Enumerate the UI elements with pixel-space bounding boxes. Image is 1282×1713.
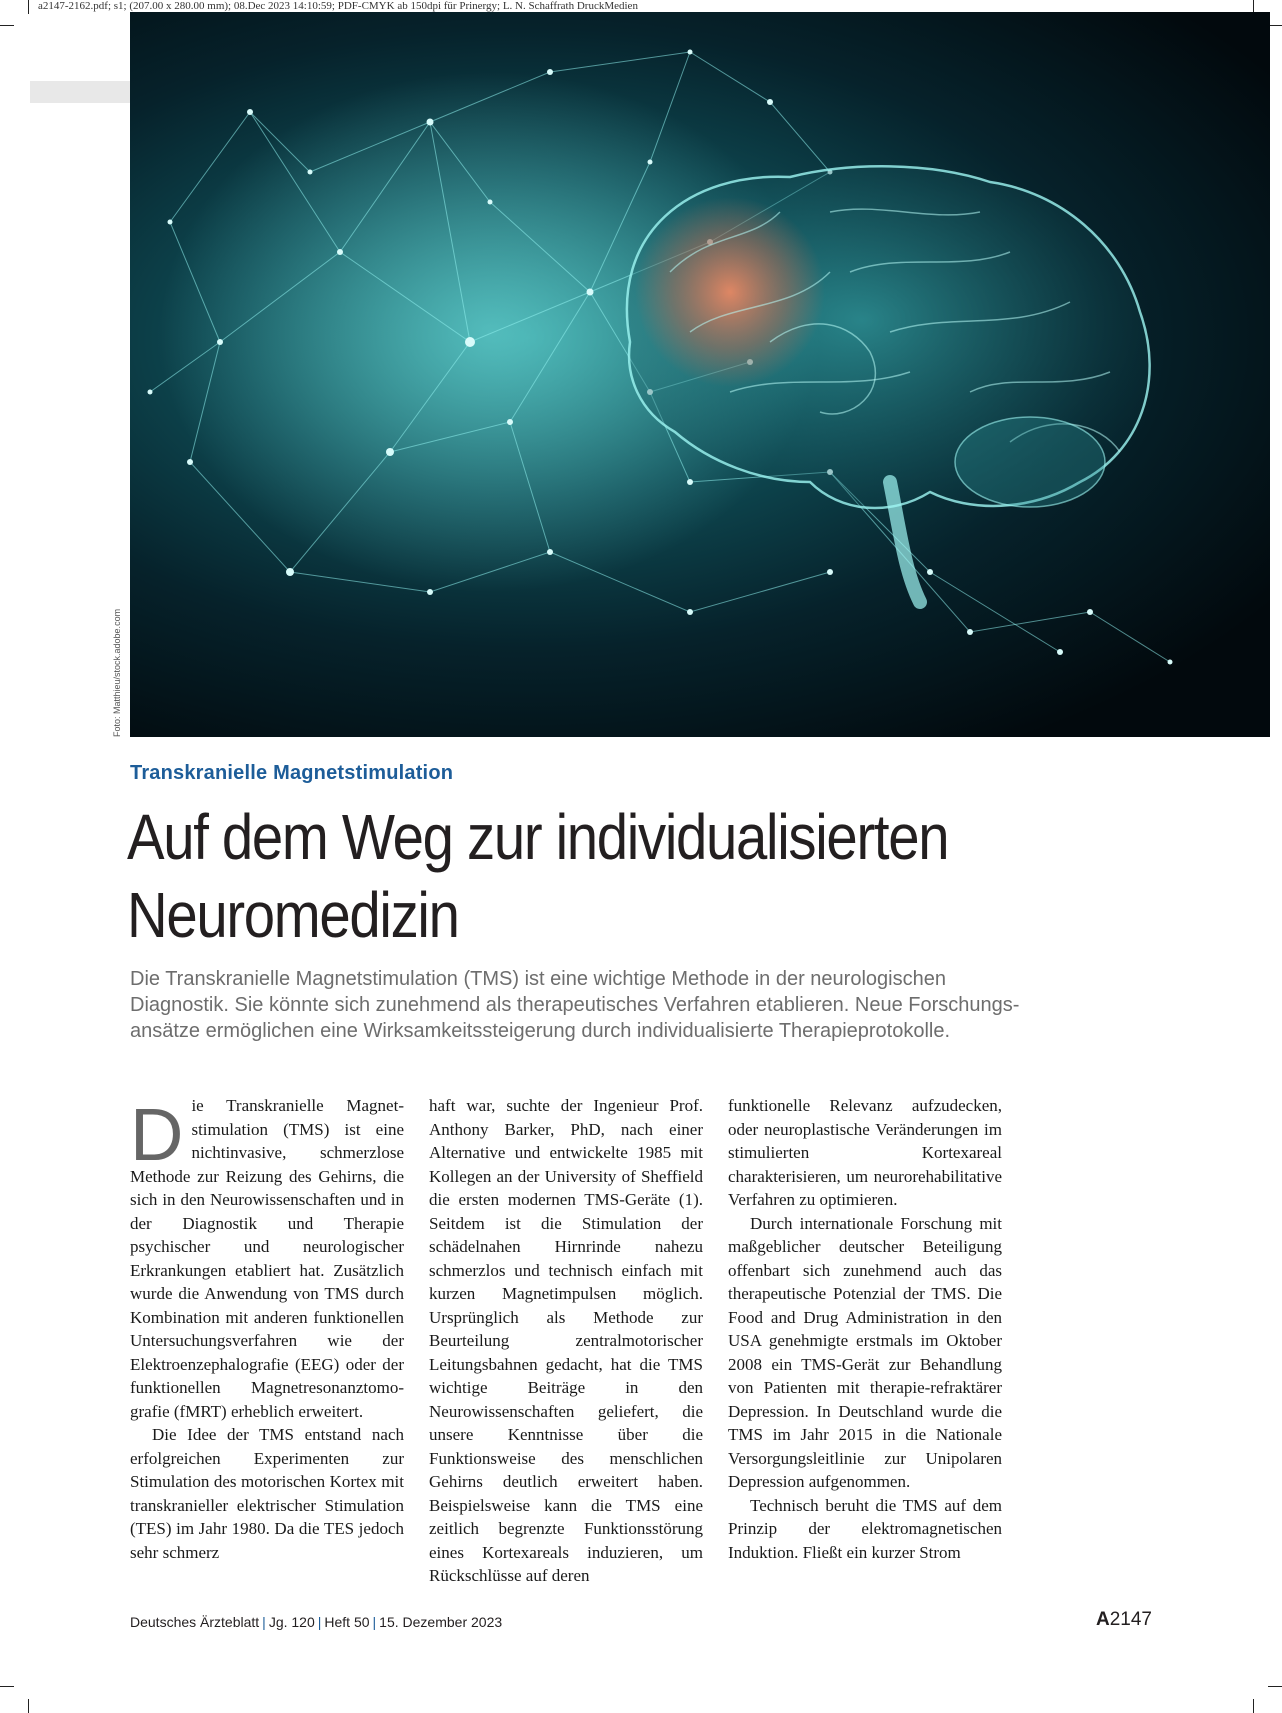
crop-mark bbox=[1268, 25, 1282, 26]
lead-line: ansätze ermöglichen eine Wirksamkeitssteigerung durch individualisierte Therapieprotokolle. bbox=[130, 1020, 951, 1042]
paragraph: haft war, suchte der Ingenieur Prof. Anthony Barker, PhD, nach einer Alternative und entwickelte 1985 mit Kollegen an der University of Sheffield die ersten modernen TMS-Geräte (1). Seitdem ist die Stimulation der schädelnahen Hirnrinde nahezu schmerzlos und technisch einfach mit kurzen Magnetimpulsen möglich. Ursprünglich als Methode zur Beurteilung zentralmotorischer Leitungsbahnen gedacht, hat die TMS wichtige Beiträge in den Neurowissenschaften geliefert, die unsere Kenntnisse über die Funktionsweise des menschlichen Gehirns deutlich erweitert haben. Beispielsweise kann die TMS eine zeitlich begrenzte Funktionsstörung eines Kortexareals induzieren, um Rückschlüsse auf deren bbox=[429, 1096, 703, 1585]
footer-separator: | bbox=[372, 1614, 377, 1630]
crop-mark bbox=[28, 1699, 29, 1713]
crop-mark bbox=[28, 0, 29, 14]
paragraph bbox=[130, 1094, 404, 1423]
title-line: Neuromedizin bbox=[127, 879, 459, 951]
text-column-2 bbox=[429, 1094, 703, 1588]
lead-line: Diagnostik. Sie könnte sich zunehmend als therapeutisches Verfahren etablieren. Neue Forschungs- bbox=[130, 994, 1020, 1016]
text-column-1 bbox=[130, 1094, 404, 1564]
page-footer bbox=[130, 1614, 502, 1630]
text-column-3 bbox=[728, 1094, 1002, 1564]
paragraph: Technisch beruht die TMS auf dem Prinzip der elektromagnetischen Induktion. Fließt ein kurzer Strom bbox=[728, 1495, 1002, 1562]
margin-gray-bar bbox=[30, 81, 130, 103]
page-number bbox=[1096, 1609, 1152, 1631]
crop-mark bbox=[0, 25, 14, 26]
print-info-line: a2147-2162.pdf; s1; (207.00 x 280.00 mm); 08.Dec 2023 14:10:59; PDF-CMYK ab 150dpi für Prinergy; L. N. Schaffrath DruckMedien bbox=[38, 0, 638, 12]
crop-mark bbox=[0, 1686, 14, 1687]
crop-mark bbox=[1253, 1699, 1254, 1713]
title-line: Auf dem Weg zur individualisierten bbox=[127, 801, 949, 873]
page-number-value: 2147 bbox=[1109, 1609, 1152, 1630]
journal-volume: Jg. 120 bbox=[268, 1614, 315, 1630]
article-kicker: Transkranielle Magnetstimulation bbox=[130, 762, 454, 784]
drop-cap: D bbox=[130, 1093, 184, 1176]
page-prefix: A bbox=[1095, 1609, 1110, 1630]
journal-name: Deutsches Ärzteblatt bbox=[130, 1614, 260, 1630]
journal-date: 15. Dezember 2023 bbox=[379, 1614, 503, 1630]
paragraph-text: ie Transkranielle Magnetstimulation (TMS) ist eine nichtinvasive, schmerzlose Methode zur Reizung des Gehirns, die sich in den Neurowissenschaften und in der Diagnostik und Therapie psychischer und neurologischer Erkrankungen etabliert hat. Zusätzlich wurde die Anwendung von TMS durch Kombination mit anderen funktionellen Untersuchungsverfahren wie der Elektroenzephalografie (EEG) oder der funktionellen Magnetresonanztomografie (fMRT) erheblich erweitert. bbox=[130, 1096, 404, 1421]
footer-separator: | bbox=[262, 1614, 266, 1630]
paragraph: Die Idee der TMS entstand nach erfolgreichen Experimenten zur Stimulation des motorischen Kortex mit transkranieller elektrischer Stimulation (TES) im Jahr 1980. Da die TES jedoch sehr schmerz bbox=[130, 1425, 404, 1562]
article-lead bbox=[130, 966, 1130, 1044]
photo-credit: Foto: Matthieu/stock.adobe.com bbox=[112, 608, 122, 737]
paragraph: funktionelle Relevanz aufzudecken, oder neuroplastische Veränderungen im stimulierten Kortexareal charakterisieren, um neurorehabilitative Verfahren zu optimieren. bbox=[728, 1096, 1002, 1209]
footer-separator: | bbox=[317, 1614, 322, 1630]
paragraph: Durch internationale Forschung mit maßgeblicher deutscher Beteiligung offenbart sich zunehmend auch das therapeutische Potenzial der TMS. Die Food and Drug Administration in den USA genehmigte erstmals im Oktober 2008 ein TMS-Gerät zur Behandlung von Patienten mit therapie-refraktärer Depression. In Deutschland wurde die TMS im Jahr 2015 in die Nationale Versorgungsleitlinie zur Unipolaren Depression aufgenommen. bbox=[728, 1213, 1002, 1491]
journal-issue: Heft 50 bbox=[324, 1614, 370, 1630]
crop-mark bbox=[1268, 1686, 1282, 1687]
brain-network-illustration bbox=[130, 12, 1270, 737]
lead-line: Die Transkranielle Magnetstimulation (TMS) ist eine wichtige Methode in der neurologischen bbox=[130, 968, 946, 990]
article-title bbox=[127, 798, 1051, 954]
hero-image bbox=[130, 12, 1270, 737]
